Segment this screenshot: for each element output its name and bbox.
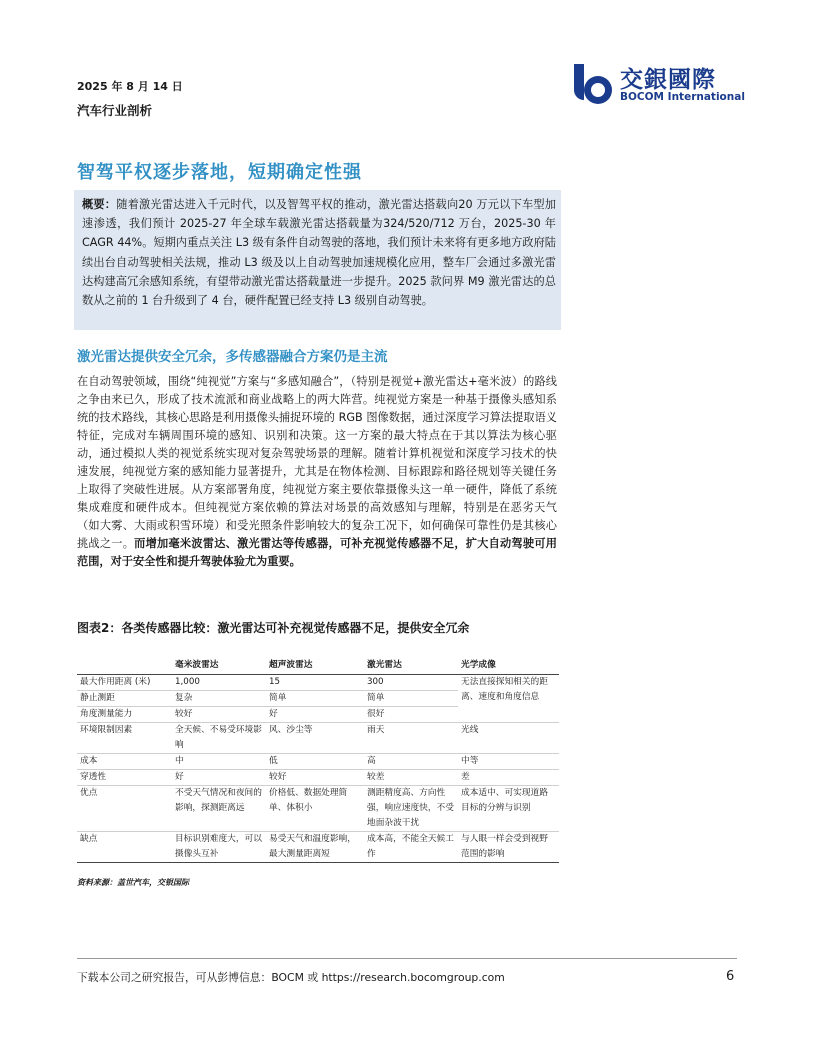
table-header-cell: 毫米波雷达: [175, 660, 219, 670]
summary-paragraph: [82, 195, 556, 310]
table-row-label: 环境限制因素: [80, 725, 133, 735]
table-row: [77, 675, 559, 691]
table-row: [77, 723, 559, 754]
table-cell: 测距精度高、方向性强，响应速度快，不受地面杂波干扰: [367, 788, 454, 828]
table-cell: 300: [367, 677, 384, 687]
table-cell: 价格低、数据处理简单、体积小: [269, 788, 348, 813]
table-cell: 好: [269, 709, 278, 719]
body-text: 在自动驾驶领域，围绕“纯视觉”方案与“多感知融合”，（特别是视觉+激光雷达+毫米波）的路线之争由来已久，形成了技术流派和商业战略上的两大阵营。纯视觉方案是一种基于摄像头感知系统的技术路线，其核心思路是利用摄像头捕捉环境的 RGB 图像数据，通过深度学习算法提取语义特征，完成对车辆周围环境的感知、识别和决策。这一方案的最大特点在于其以算法为核心驱动，通过模拟人类的视觉系统实现对复杂驾驶场景的理解。随着计算机视觉和深度学习技术的快速发展，纯视觉方案的感知能力显著提升，尤其是在物体检测、目标跟踪和路径规划等关键任务上取得了突破性进展。从方案部署角度，纯视觉方案主要依靠摄像头这一单一硬件，降低了系统集成难度和硬件成本。但纯视觉方案依赖的算法对场景的高效感知与理解，特别是在恶劣天气（如大雾、大雨或积雪环境）和受光照条件影响较大的复杂工况下，如何确保可靠性仍是其核心挑战之一。: [77, 375, 557, 551]
report-date: 2025 年 8 月 14 日: [77, 80, 183, 93]
summary-label: 概要：: [82, 198, 117, 211]
page-title: 智驾平权逐步落地，短期确定性强: [77, 162, 362, 183]
table-cell: 好: [175, 772, 184, 782]
sensor-comparison-table: [77, 657, 559, 863]
table-caption: 图表2：各类传感器比较：激光雷达可补充视觉传感器不足，提供安全冗余: [77, 621, 470, 635]
table-cell: 易受天气和温度影响，最大测量距离短: [269, 834, 356, 859]
table-cell: 很好: [367, 709, 385, 719]
bocom-logo-icon: [570, 60, 616, 108]
table-cell: 光线: [461, 725, 479, 735]
table-cell: 简单: [367, 693, 385, 703]
table-header-cell: 超声波雷达: [269, 660, 313, 670]
table-cell: 无法直接探知相关的距离、速度和角度信息: [461, 677, 548, 702]
table-cell: 不受天气情况和夜间的影响，探测距离远: [175, 788, 262, 813]
table-row-label: 缺点: [80, 834, 98, 844]
company-logo: [570, 60, 745, 108]
footer-divider: [77, 958, 737, 959]
table-cell: 全天候、不易受环境影响: [175, 725, 262, 750]
table-header-cell: 激光雷达: [367, 660, 402, 670]
table-row-label: 角度测量能力: [80, 709, 133, 719]
table-row: [77, 786, 559, 832]
body-paragraph: [77, 373, 557, 572]
table-row: [77, 770, 559, 786]
table-cell: 中等: [461, 756, 479, 766]
table-cell: 1,000: [175, 677, 200, 687]
table-row: [77, 754, 559, 770]
table-row-label: 穿透性: [80, 772, 107, 782]
table-row-label: 静止测距: [80, 693, 115, 703]
table-cell: 目标识别难度大，可以摄像头互补: [175, 834, 262, 859]
table-header-row: [77, 657, 559, 675]
footer-text: 下载本公司之研究报告，可从彭博信息：BOCM 或 https://research.bocomgroup.com: [77, 971, 505, 984]
page-number: 6: [726, 969, 735, 984]
table-cell: 成本适中、可实现道路目标的分辨与识别: [461, 788, 548, 813]
table-row-label: 成本: [80, 756, 98, 766]
table-cell: 低: [269, 756, 278, 766]
table-header-cell: [77, 657, 172, 675]
table-cell: 简单: [269, 693, 287, 703]
table-header-cell: 光学成像: [461, 660, 496, 670]
table-cell: 复杂: [175, 693, 193, 703]
table-cell: 与人眼一样会受到视野范围的影响: [461, 834, 548, 859]
table-cell: 风、沙尘等: [269, 725, 313, 735]
logo-english-name: BOCOM International: [620, 91, 745, 103]
logo-chinese-name: 交銀國際: [620, 67, 716, 93]
body-bold-text: 而增加毫米波雷达、激光雷达等传感器，可补充视觉传感器不足，扩大自动驾驶可用范围，对于安全性和提升驾驶体验尤为重要。: [77, 537, 557, 569]
table-cell: 雨天: [367, 725, 385, 735]
report-section-label: 汽车行业剖析: [77, 103, 153, 118]
table-cell: 中: [175, 756, 184, 766]
table-row-label: 最大作用距离 (米): [80, 677, 151, 687]
table-cell: 成本高，不能全天候工作: [367, 834, 454, 859]
table-cell: 较好: [269, 772, 287, 782]
table-cell: 较差: [367, 772, 385, 782]
summary-text: 随着激光雷达进入千元时代，以及智驾平权的推动，激光雷达搭载向20 万元以下车型加速渗透，我们预计 2025-27 年全球车载激光雷达搭载量为324/520/712 万台，2025-30 年 CAGR 44%。短期内重点关注 L3 级有条件自动驾驶的落地，我们预计未来将有更多地方政府陆续出台自动驾驶相关法规，推动 L3 级及以上自动驾驶加速规模化应用，整车厂会通过多激光雷达构建高冗余感知系统，有望带动激光雷达搭载量进一步提升。2025 款问界 M9 激光雷达的总数从之前的 1 台升级到了 4 台，硬件配置已经支持 L3 级别自动驾驶。: [82, 198, 556, 308]
table-cell: 15: [269, 677, 281, 687]
table-row: [77, 832, 559, 863]
table-row-label: 优点: [80, 788, 98, 798]
summary-box: [74, 190, 561, 330]
table-cell: 较好: [175, 709, 193, 719]
table-source-note: 资料来源：盖世汽车，交银国际: [77, 878, 189, 887]
table-cell: 差: [461, 772, 470, 782]
section-heading: 激光雷达提供安全冗余，多传感器融合方案仍是主流: [77, 349, 388, 365]
table-cell: 高: [367, 756, 376, 766]
